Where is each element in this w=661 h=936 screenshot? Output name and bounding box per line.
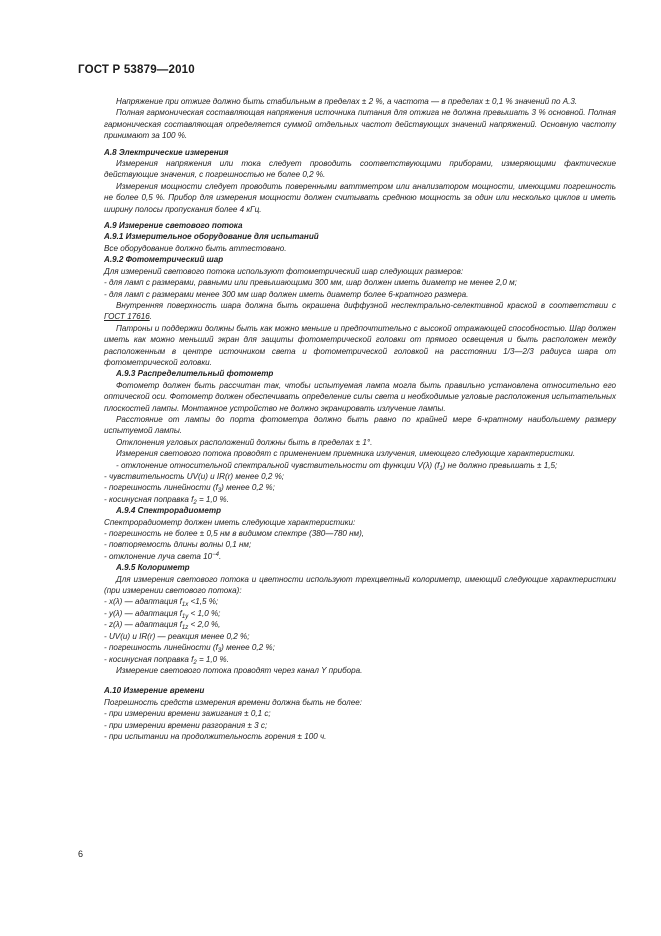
text-run: ) менее 0,2 %; <box>221 643 275 653</box>
list-item: - при измерении времени разгорания ± 3 с; <box>104 720 268 730</box>
paragraph: Для измерения светового потока и цветности используют трехцветный колориметр, имеющий следующие характеристики (при измерении светового потока): <box>104 574 616 596</box>
text-run: ) менее 0,2 %; <box>221 483 275 493</box>
text-run: = 1,0 %. <box>196 494 229 504</box>
section-heading: А.8 Электрические измерения <box>104 147 229 157</box>
paragraph: Расстояние от лампы до порта фотометра должно быть равно по крайней мере 6-кратному наибольшему размеру испытуемой лампы. <box>104 414 616 436</box>
document-header: ГОСТ Р 53879—2010 <box>78 64 195 76</box>
list-item <box>104 482 616 493</box>
list-item <box>104 596 616 607</box>
list-item: - UV(u) и IR(r) — реакция менее 0,2 %; <box>104 631 250 641</box>
document-body <box>104 96 616 742</box>
paragraph: Напряжение при отжиге должно быть стабильным в пределах ± 2 %, а частота — в пределах ± 0,1 % значений по А.3. <box>116 97 578 106</box>
text-run: - отклонение относительной спектральной чувствительности от функции V(λ) (f <box>116 460 440 470</box>
paragraph: Измерение светового потока проводят через канал Y прибора. <box>116 665 363 675</box>
subsection-heading: А.9.4 Спектрорадиометр <box>116 506 222 516</box>
subscript: 3 <box>217 648 222 655</box>
section-heading: А.9 Измерение светового потока <box>104 221 243 231</box>
list-item: - для ламп с размерами, равными или превышающими 300 мм, шар должен иметь диаметр не менее 2,0 м; <box>104 278 517 288</box>
list-item <box>104 551 616 562</box>
text-run: - x(λ) — адаптация f <box>104 597 182 607</box>
page-number: 6 <box>78 849 84 859</box>
paragraph: Все оборудование должно быть аттестовано. <box>104 243 287 253</box>
list-item <box>104 494 616 505</box>
list-item <box>104 460 616 471</box>
text-run: < 1,0 %; <box>188 608 221 618</box>
list-item: - повторяемость длины волны 0,1 нм; <box>104 540 252 550</box>
list-item <box>104 608 616 619</box>
list-item <box>104 654 616 665</box>
subscript: 1y <box>181 613 189 620</box>
paragraph: Измерения мощности следует проводить поверенными ваттметром или анализатором мощности, имеющими погрешность не более 0,5 %. Прибор для измерения мощности должен считывать среднюю мощность за один или несколько циклов и иметь ширину полосы пропускания более 4 кГц. <box>104 181 616 214</box>
text-run: Внутренняя поверхность шара должна быть окрашена диффузной неспектрально-селективной краской в соответствии с <box>116 300 616 310</box>
subscript: 1x <box>181 602 189 609</box>
paragraph: Для измерений светового потока используют фотометрический шар следующих размеров: <box>104 266 464 276</box>
paragraph <box>104 300 616 323</box>
subsection-heading: А.9.5 Колориметр <box>116 563 190 573</box>
list-item: - при измерении времени зажигания ± 0,1 с; <box>104 709 271 719</box>
list-item: - при испытании на продолжительность горения ± 100 ч. <box>104 731 327 741</box>
punctuation: . <box>149 312 152 322</box>
paragraph: Полная гармоническая составляющая напряжения источника питания для отжига не должна превышать 3 % основной. Полная гармоническая составляющая определяется суммой отдельных частот действующих значений напряжений. Основную частоту принимают за 100 %. <box>104 108 616 141</box>
list-item <box>104 642 616 653</box>
text-run: ) не должно превышать ± 1,5; <box>442 460 558 470</box>
list-item <box>104 619 616 630</box>
text-run: - отклонение луча света 10 <box>104 551 213 561</box>
paragraph: Патроны и поддержки должны быть как можно меньше и предпочтительно с высокой отражающей способностью. Шар должен иметь как можно меньший экран для защиты фотометрической головки от прямого освещения и быть расположен между расположенным в центре источником света и фотометрической головкой на расстоянии 1/3—2/3 радиуса шара от фотометрической головки. <box>104 323 616 367</box>
subscript: 1z <box>181 625 189 632</box>
text-run: - погрешность линейности (f <box>104 483 218 493</box>
text-run: - y(λ) — адаптация f <box>104 608 182 618</box>
text-run: < 2,0 %, <box>188 620 221 630</box>
punctuation: . <box>218 551 222 561</box>
subscript: 3 <box>217 488 222 495</box>
paragraph: Погрешность средств измерения времени должна быть не более: <box>104 697 362 707</box>
section-heading: А.10 Измерение времени <box>104 686 205 696</box>
text-run: <1,5 %; <box>188 597 219 607</box>
subsection-heading: А.9.1 Измерительное оборудование для испытаний <box>104 232 319 242</box>
text-run: = 1,0 %. <box>196 654 229 664</box>
text-run: - косинусная поправка f <box>104 654 194 664</box>
superscript: −4 <box>212 551 219 558</box>
paragraph: Спектрорадиометр должен иметь следующие характеристики: <box>104 517 356 527</box>
paragraph: Измерения напряжения или тока следует проводить соответствующими приборами, измеряющими фактические действующие значения, с погрешностью не более 0,2 %. <box>104 159 616 180</box>
text-run: - z(λ) — адаптация f <box>104 620 182 630</box>
list-item: - чувствительность UV(u) и IR(r) менее 0,2 %; <box>104 472 285 481</box>
list-item: - погрешность не более ± 0,5 нм в видимом спектре (380—780 нм), <box>104 529 365 539</box>
subsection-heading: А.9.3 Распределительный фотометр <box>116 369 274 379</box>
text-run: - косинусная поправка f <box>104 494 194 504</box>
paragraph: Фотометр должен быть рассчитан так, чтобы испытуемая лампа могла быть правильно установлена относительно его оптической оси. Фотометр должен обеспечивать определение силы света и необходимые угловые расположения испытательных плоскостей лампы. Монтажное устройство не должно экранировать излучение лампы. <box>104 380 616 413</box>
subscript: 1 <box>439 465 443 472</box>
text-run: - погрешность линейности (f <box>104 643 218 653</box>
subsection-heading: А.9.2 Фотометрический шар <box>104 255 224 265</box>
paragraph: Отклонения угловых расположений должны быть в пределах ± 1°. <box>116 437 373 447</box>
paragraph: Измерения светового потока проводят с применением приемника излучения, имеющего следующие характеристики. <box>116 449 576 459</box>
list-item: - для ламп с размерами менее 300 мм шар должен иметь диаметр более 6-кратного размера. <box>104 289 469 299</box>
standard-reference-link[interactable]: ГОСТ 17616 <box>104 312 150 322</box>
subscript: 2 <box>193 659 197 666</box>
subscript: 2 <box>193 499 197 506</box>
